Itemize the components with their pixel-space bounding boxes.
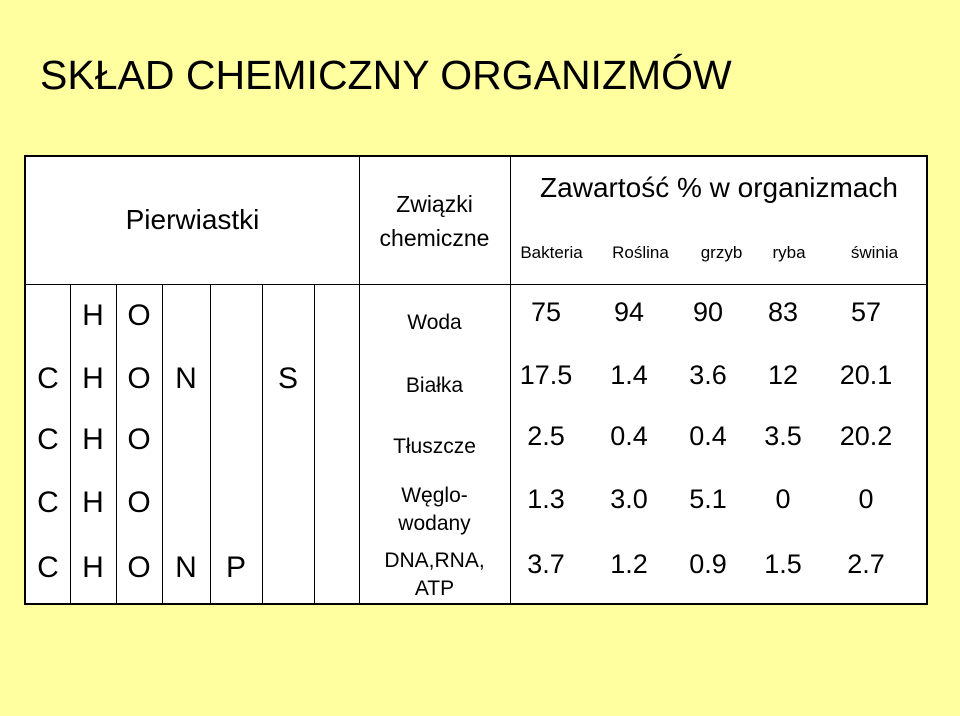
compound-name: Białka [405, 373, 464, 397]
content-value: 3.6 [689, 359, 727, 390]
element-symbol: C [37, 423, 59, 456]
content-value: 75 [530, 296, 562, 327]
element-symbol: H [82, 298, 104, 332]
content-value: 0 [858, 483, 874, 514]
element-symbol: C [37, 485, 59, 519]
page-title: SKŁAD CHEMICZNY ORGANIZMÓW [40, 52, 732, 98]
content-value: 2.5 [527, 421, 565, 451]
element-symbol: H [82, 485, 104, 519]
content-value: 1.5 [764, 549, 802, 579]
header-content: Zawartość % w organizmach [540, 172, 898, 203]
content-value: 20.1 [839, 359, 893, 390]
element-symbol: H [82, 551, 104, 584]
header-organism: Bakteria [520, 243, 583, 262]
header-divider [26, 284, 926, 285]
element-symbol: C [37, 361, 59, 395]
header-organism: ryba [772, 243, 806, 262]
content-value: 1.2 [610, 549, 648, 579]
element-symbol: N [175, 551, 197, 584]
content-value: 12 [767, 359, 799, 390]
content-value: 3.0 [610, 483, 648, 514]
element-divider [314, 284, 315, 603]
content-value: 20.2 [839, 421, 893, 451]
content-value: 0 [775, 483, 791, 514]
content-value: 3.5 [764, 421, 802, 451]
element-symbol: P [225, 551, 246, 584]
content-value: 90 [692, 296, 724, 327]
header-organism: grzyb [700, 243, 743, 262]
content-value: 1.3 [527, 483, 565, 514]
element-symbol: O [127, 551, 151, 584]
element-symbol: H [82, 423, 104, 456]
compound-name: DNA,RNA, ATP [384, 549, 485, 600]
content-value: 83 [767, 296, 799, 327]
content-value: 3.7 [527, 549, 565, 579]
content-value: 0.4 [610, 421, 648, 451]
element-symbol: S [277, 361, 298, 395]
content-value: 2.7 [847, 549, 885, 579]
compound-name: Węglo- wodany [398, 483, 471, 535]
content-value: 1.4 [610, 359, 648, 390]
content-value: 17.5 [519, 359, 573, 390]
composition-table [24, 155, 928, 605]
header-elements: Pierwiastki [125, 204, 260, 235]
element-symbol: O [127, 485, 151, 519]
element-symbol: O [127, 423, 151, 456]
compound-name: Woda [407, 310, 462, 334]
header-organism: świnia [850, 243, 899, 262]
element-symbol: O [127, 298, 151, 332]
element-symbol: H [82, 361, 104, 395]
content-value: 57 [850, 296, 882, 327]
element-symbol: N [175, 361, 197, 395]
content-value: 94 [613, 296, 645, 327]
compound-name: Tłuszcze [393, 435, 476, 458]
content-value: 5.1 [689, 483, 727, 514]
element-symbol: O [127, 361, 151, 395]
header-compounds: Związki chemiczne [379, 191, 490, 251]
element-symbol: C [37, 551, 59, 584]
content-value: 0.4 [689, 421, 727, 451]
header-organism: Roślina [612, 243, 669, 262]
content-value: 0.9 [689, 549, 727, 579]
element-divider [262, 284, 263, 603]
